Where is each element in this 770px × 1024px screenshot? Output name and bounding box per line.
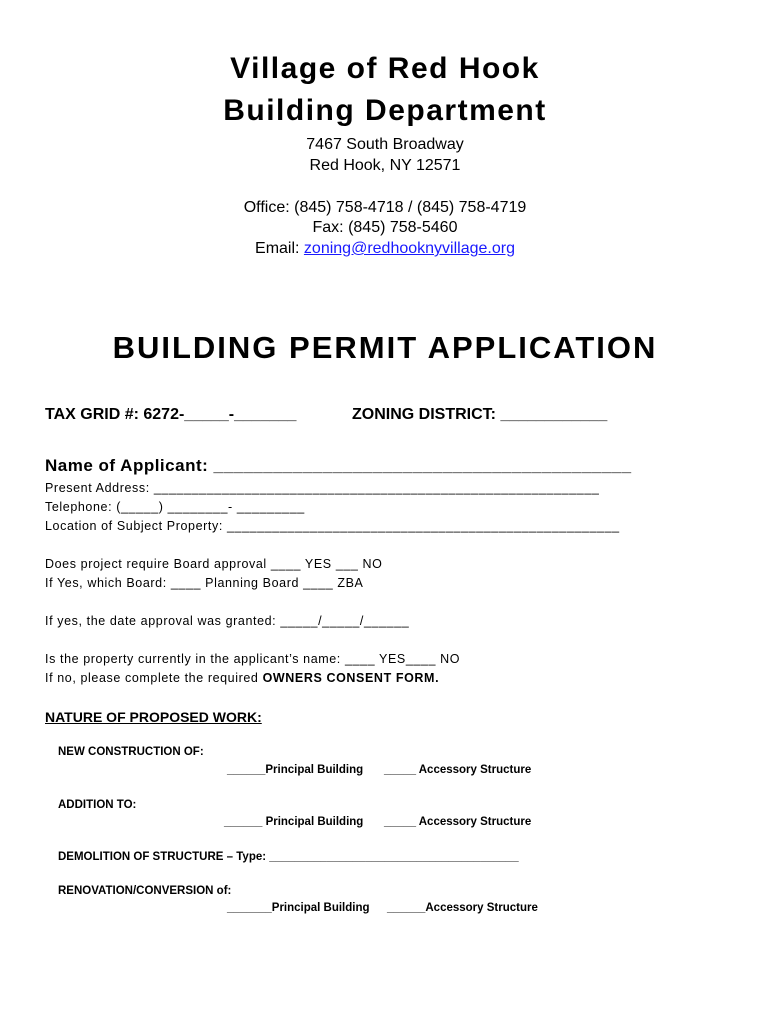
- addition-accessory-structure-option[interactable]: _____ Accessory Structure: [384, 816, 532, 828]
- tax-grid-field[interactable]: TAX GRID #: 6272-_____-_______: [45, 406, 297, 423]
- present-address-field[interactable]: Present Address: ___________________________________________________________: [45, 481, 600, 495]
- new-accessory-structure-option[interactable]: _____ Accessory Structure: [384, 764, 532, 776]
- zoning-district-field[interactable]: ZONING DISTRICT: ____________: [352, 406, 608, 423]
- fax-number: Fax: (845) 758-5460: [312, 219, 458, 236]
- which-board-question[interactable]: If Yes, which Board: ____ Planning Board ____ ZBA: [45, 576, 364, 590]
- office-phone: Office: (845) 758-4718 / (845) 758-4719: [243, 199, 527, 216]
- email-label: Email:: [255, 240, 304, 257]
- board-approval-question[interactable]: Does project require Board approval ____ YES ___ NO: [45, 557, 383, 571]
- village-title: Village of Red Hook: [230, 52, 540, 85]
- new-principal-building-option[interactable]: ______Principal Building: [227, 764, 364, 776]
- property-owner-question[interactable]: Is the property currently in the applicant’s name: ____ YES____ NO: [45, 652, 461, 666]
- addition-principal-building-option[interactable]: ______ Principal Building: [224, 816, 364, 828]
- location-field[interactable]: Location of Subject Property: ____________________________________________________: [45, 519, 620, 533]
- new-construction-label: NEW CONSTRUCTION OF:: [58, 746, 204, 758]
- applicant-name-field[interactable]: Name of Applicant: __________________________________________: [45, 456, 632, 475]
- demolition-type-field[interactable]: DEMOLITION OF STRUCTURE – Type: _______________________________________: [58, 851, 519, 863]
- owners-consent-note: [45, 671, 439, 685]
- email-link[interactable]: zoning@redhooknyvillage.org: [303, 240, 515, 257]
- nature-of-work-heading: NATURE OF PROPOSED WORK:: [45, 709, 262, 725]
- address-line-1: 7467 South Broadway: [306, 136, 464, 153]
- email-line: [0, 240, 770, 258]
- renovation-label: RENOVATION/CONVERSION of:: [58, 885, 232, 897]
- renovation-principal-building-option[interactable]: _______Principal Building: [227, 902, 370, 914]
- owners-consent-form-name: OWNERS CONSENT FORM.: [262, 671, 440, 685]
- approval-date-field[interactable]: If yes, the date approval was granted: _____/_____/______: [45, 614, 410, 628]
- department-title: Building Department: [223, 94, 547, 127]
- form-title: BUILDING PERMIT APPLICATION: [112, 330, 658, 365]
- address-line-2: Red Hook, NY 12571: [309, 157, 461, 174]
- addition-label: ADDITION TO:: [58, 799, 137, 811]
- telephone-field[interactable]: Telephone: (_____) ________- _________: [45, 500, 305, 514]
- renovation-accessory-structure-option[interactable]: ______Accessory Structure: [387, 902, 538, 914]
- owners-consent-text: If no, please complete the required: [45, 671, 263, 685]
